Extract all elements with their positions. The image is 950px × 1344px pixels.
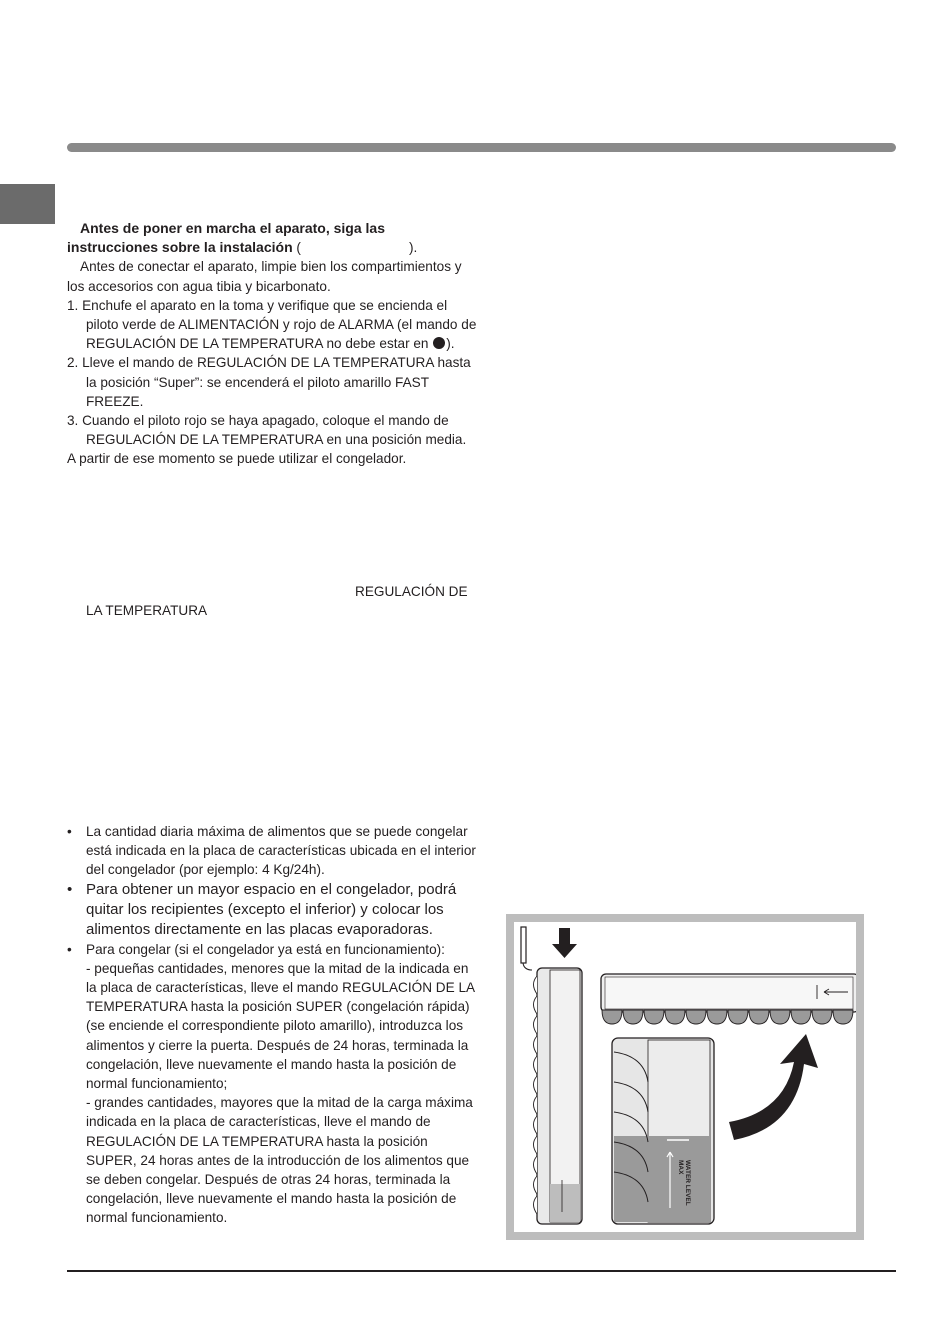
bullet-daily-max: • La cantidad diaria máxima de alimentos que se puede congelar está indicada en la placa de características ubicada en el interior del congelador (por ejemplo: 4 Kg/24h). [67, 822, 477, 880]
install-warning-line1: Antes de poner en marcha el aparato, siga las [80, 220, 385, 236]
clean-paragraph: Antes de conectar el aparato, limpie bien los compartimientos y los accesorios con agua tibia y bicarbonato. [67, 259, 462, 294]
standing-ice-tray [612, 1038, 714, 1224]
step-1-text: 1. Enchufe el aparato en la toma y verifique que se encienda el piloto verde de ALIMENTACIÓN y rojo de ALARMA (el mando de REGULACIÓN DE LA TEMPERATURA no debe estar en [67, 297, 477, 352]
install-warning-bold: instrucciones sobre la instalación [67, 239, 293, 256]
bullet-more-space: • Para obtener un mayor espacio en el congelador, podrá quitar los recipientes (excepto el inferior) y colocar los alimentos directamente en las placas evaporadoras. [67, 880, 477, 940]
startup-section [67, 219, 477, 469]
after-steps: A partir de ese momento se puede utilizar el congelador. [67, 451, 407, 467]
small-quantities: - pequeñas cantidades, menores que la mitad de la indicada en la placa de características, lleve el mando REGULACIÓN DE LA TEMPERATURA hasta la posición SUPER (congelación rápida) (se enciende el correspondiente piloto amarillo), introduzca los alimentos y cierre la puerta. Después de 24 horas, terminada la congelación, lleve nuevamente el mando hasta la posición de normal funcionamiento; [86, 960, 475, 1092]
vertical-ice-tray [534, 968, 583, 1224]
curved-arrow-icon [729, 1034, 818, 1140]
water-level-label: WATER LEVEL [684, 1160, 691, 1206]
step-1 [67, 296, 477, 354]
figure-panel [514, 922, 856, 1232]
down-arrow-icon [552, 928, 577, 958]
bullet-to-freeze [67, 940, 477, 1228]
ice-tray-figure [506, 914, 864, 1240]
step-2: 2. Lleve el mando de REGULACIÓN DE LA TEMPERATURA hasta la posición “Super”: se encenderá el piloto amarillo FAST FREEZE. [67, 355, 471, 409]
off-position-dot-icon [433, 337, 445, 349]
max-label: MAX [677, 1160, 684, 1175]
large-quantities: - grandes cantidades, mayores que la mitad de la carga máxima indicada en la placa de características, lleve el mando de REGULACIÓN DE LA TEMPERATURA hasta la posición SUPER, 24 horas antes de la introducción de los alimentos que se deben congelar. Después de otras 24 horas, terminada la congelación, lleve nuevamente el mando hasta la posición de normal funcionamiento. [86, 1095, 473, 1226]
paren-close: ). [408, 240, 418, 256]
to-freeze-heading: • Para congelar (si el congelador ya está en funcionamiento): [86, 941, 445, 957]
paren-open: ( [296, 240, 301, 256]
step-3: 3. Cuando el piloto rojo se haya apagado, coloque el mando de REGULACIÓN DE LA TEMPERATURA en una posición media. [67, 413, 467, 448]
ice-tray-illustration [514, 922, 856, 1232]
horizontal-ice-tray [601, 974, 856, 1024]
fragment-line1: REGULACIÓN DE [355, 584, 468, 599]
fragment-line2: LA TEMPERATURA [86, 603, 208, 618]
install-warning-line2 [67, 238, 477, 257]
language-tab [0, 184, 55, 224]
freezing-tips [67, 822, 477, 1228]
top-rule [67, 143, 896, 152]
bottom-rule [67, 1270, 896, 1272]
step-1-end: ). [446, 336, 455, 352]
